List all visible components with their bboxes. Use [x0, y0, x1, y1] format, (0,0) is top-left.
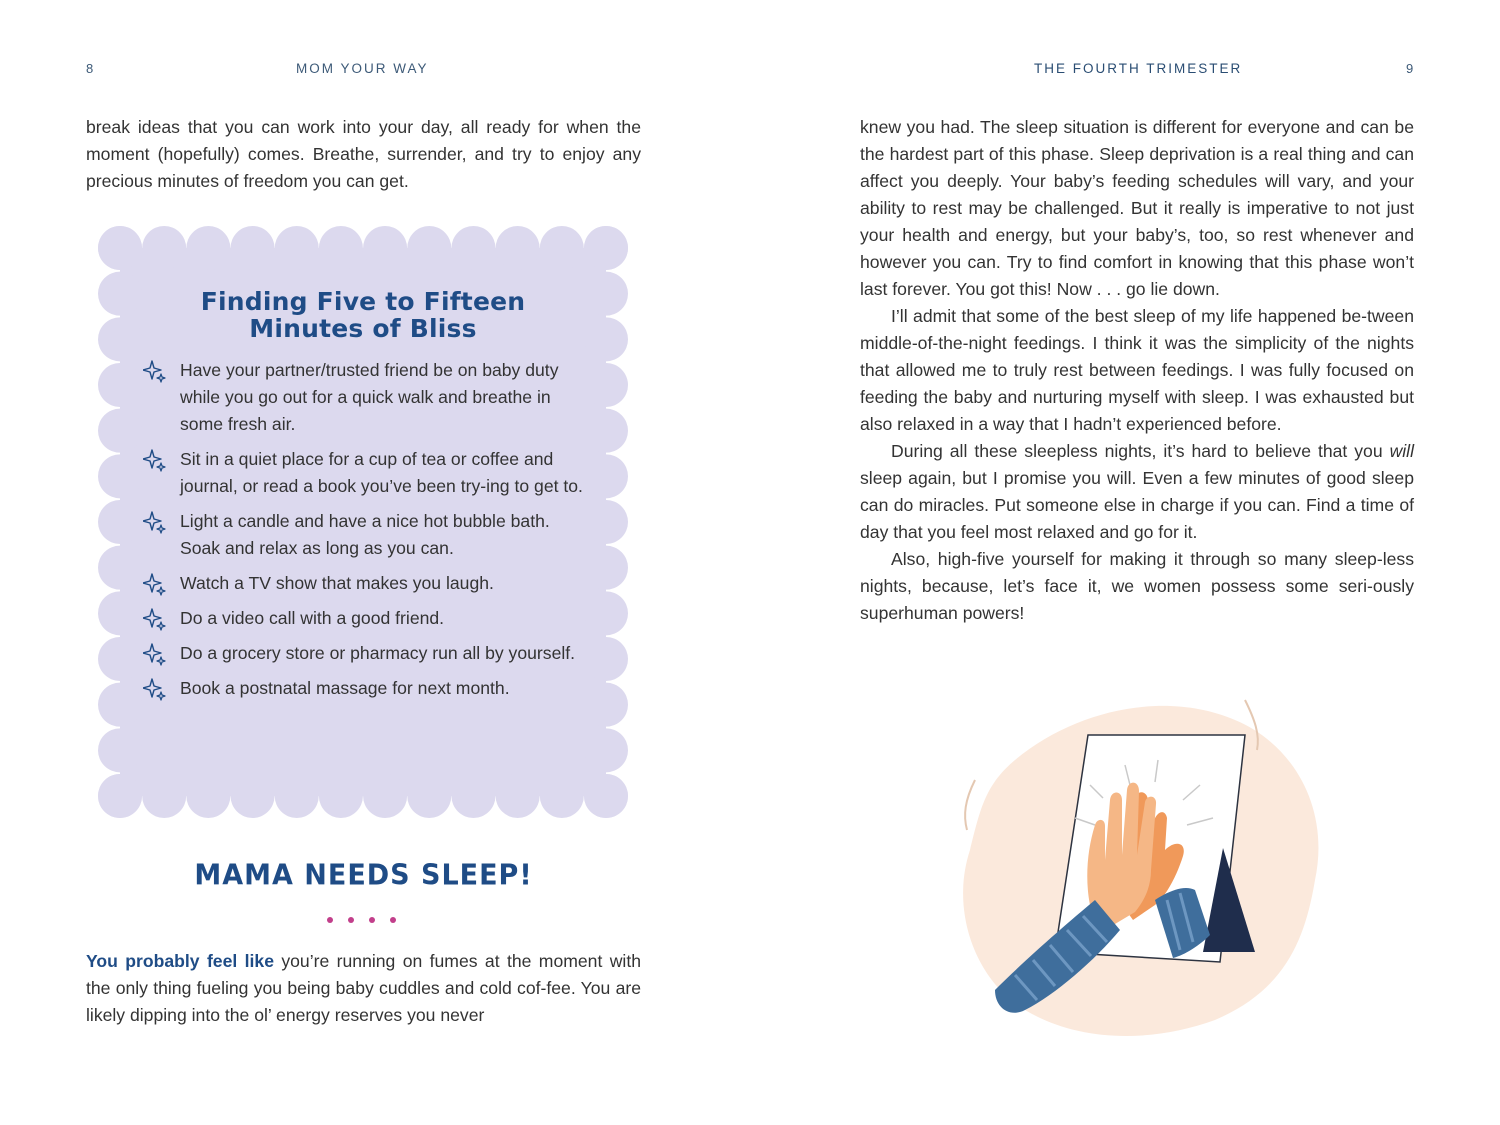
list-item	[143, 675, 583, 702]
paragraph: Also, high-five yourself for making it through so many sleep-less nights, because, let’s face it, we women possess some seri-ously superhuman powers!	[860, 549, 1414, 623]
section-paragraph	[86, 948, 641, 1029]
paragraph-text: you’re running on fumes at the moment with the only thing fueling you being baby cuddles and cold cof-fee. You are likely dipping into the ol’ energy reserves you never	[86, 951, 641, 1025]
continued-paragraph	[86, 114, 641, 195]
sidebar-title-line1: Finding Five to Fifteen	[200, 287, 526, 316]
list-item-text: Watch a TV show that makes you laugh.	[180, 573, 494, 593]
sidebar-title	[120, 288, 606, 342]
dot	[369, 917, 375, 923]
paragraph: I’ll admit that some of the best sleep of my life happened be-tween middle-of-the-night feedings. I think it was the simplicity of the nights that allowed me to truly rest between feedings. I was fully focused on feeding the baby and nurturing myself with sleep. I was exhausted but also relaxed in a way that I hadn’t experienced before.	[860, 306, 1414, 434]
sparkle-icon	[143, 573, 167, 597]
list-item-text: Book a postnatal massage for next month.	[180, 678, 510, 698]
paragraph-text: sleep again, but I promise you will. Even a few minutes of good sleep can do miracles. Put someone else in charge if you can. Find a time of day that you feel most relaxed and go for it.	[860, 468, 1414, 542]
sparkle-icon	[143, 511, 167, 535]
sparkle-icon	[143, 360, 167, 384]
sidebar-title-line2: Minutes of Bliss	[249, 314, 477, 343]
paragraph: break ideas that you can work into your day, all ready for when the moment (hopefully) comes. Breathe, surrender, and try to enjoy any precious minutes of freedom you can get.	[86, 117, 641, 191]
list-item	[143, 605, 583, 632]
sparkle-icon	[143, 643, 167, 667]
sparkle-icon	[143, 608, 167, 632]
paragraph-text: During all these sleepless nights, it’s hard to believe that you	[891, 441, 1390, 461]
list-item	[143, 357, 583, 438]
sparkle-icon	[143, 678, 167, 702]
section-heading: MAMA NEEDS SLEEP!	[194, 859, 533, 892]
list-item	[143, 570, 583, 597]
running-head-right: THE FOURTH TRIMESTER	[1034, 61, 1243, 76]
list-item-text: Sit in a quiet place for a cup of tea or coffee and journal, or read a book you’ve been try-ing to get to.	[180, 449, 583, 496]
list-item-text: Have your partner/trusted friend be on baby duty while you go out for a quick walk and breathe in some fresh air.	[180, 360, 559, 434]
list-item	[143, 640, 583, 667]
running-head-left: MOM YOUR WAY	[296, 61, 429, 76]
sparkle-icon	[143, 449, 167, 473]
paragraph: knew you had. The sleep situation is different for everyone and can be the hardest part of this phase. Sleep deprivation is a real thing and can affect you deeply. Your baby’s feeding schedules will vary, and your ability to rest may be challenged. But it really is imperative to not just your health and energy, but your baby’s, too, so rest whenever and however you can. Try to find comfort in knowing that this phase won’t last forever. You got this! Now . . . go lie down.	[860, 117, 1414, 299]
page-number-right: 9	[1406, 61, 1416, 76]
motion-line	[965, 780, 975, 830]
dot	[327, 917, 333, 923]
lead-in: You probably feel like	[86, 951, 274, 971]
sidebar-list	[143, 357, 583, 710]
paragraph	[86, 948, 641, 1029]
emphasis: will	[1389, 441, 1414, 461]
paragraph	[860, 438, 1414, 546]
list-item-text: Light a candle and have a nice hot bubble bath. Soak and relax as long as you can.	[180, 511, 550, 558]
dot	[390, 917, 396, 923]
list-item-text: Do a video call with a good friend.	[180, 608, 445, 628]
list-item-text: Do a grocery store or pharmacy run all by yourself.	[180, 643, 576, 663]
page-number-left: 8	[86, 61, 96, 76]
body-text-right	[860, 114, 1414, 627]
list-item	[143, 446, 583, 500]
mirror-high-five-illustration	[955, 690, 1325, 1040]
dot	[348, 917, 354, 923]
decorative-dots	[327, 910, 411, 928]
list-item	[143, 508, 583, 562]
